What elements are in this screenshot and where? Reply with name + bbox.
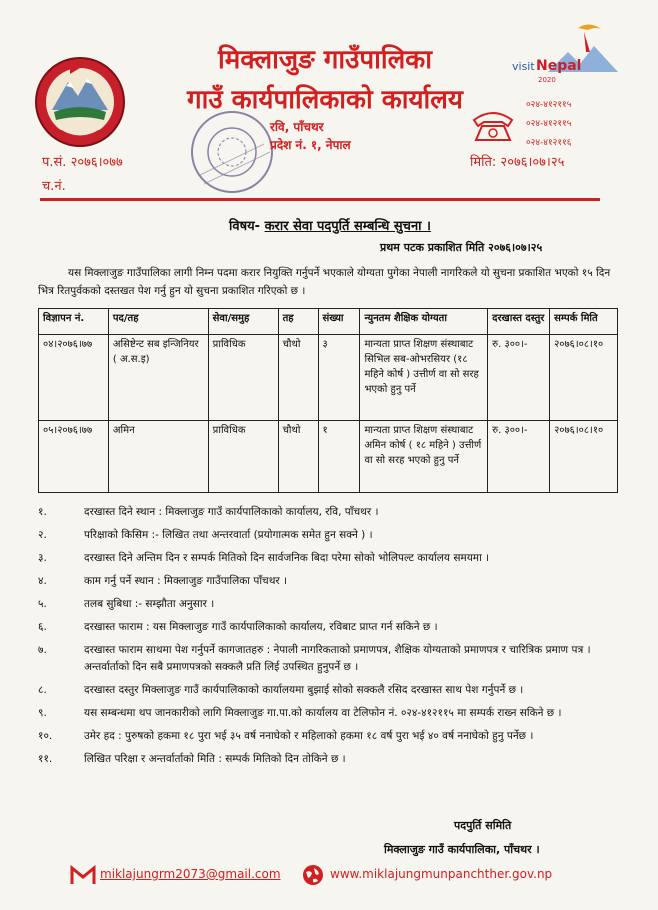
phone-number: ०२४-४१२११५ [526,100,572,110]
intro-paragraph: यस मिक्लाजुङ गाउँपालिका लागी निम्न पदमा करार नियुक्ति गर्नुपर्ने भएकाले योग्यता पुगेका नेपाली नागरिकले यो सुचना प्रकाशित भएको १५ दिन भित्र रितपुर्वकको दस्तखत पेश गर्नु हुन यो सुचना प्रकाशित गरिएको छ । [38,267,611,297]
email-link[interactable]: miklajungrm2073@gmail.com [100,867,281,881]
list-item [38,728,618,745]
address-line1: रवि, पाँचथर [270,120,324,134]
item-number: ११. [38,753,53,765]
table-cell: अमिन [108,421,208,493]
column-header: सेवा/समुह [208,309,278,335]
table-header-row [39,309,618,335]
globe-icon [302,864,324,886]
mail-icon [70,864,96,886]
item-text: परिक्षाको किसिम :- लिखित तथा अन्तरवार्ता (प्रयोगात्मक समेत हुन सक्ने ) । [84,529,373,541]
table-cell: मान्यता प्राप्त शिक्षण संस्थाबाट सिभिल सब-ओभरसियर (१८ महिने कोर्ष ) उत्तीर्ण वा सो सरह भएको हुनु पर्ने [360,335,488,421]
column-header: तह [278,309,318,335]
item-text: उमेर हद : पुरुषको हकमा १८ पुरा भई ३५ वर्ष ननाघेको र महिलाको हकमा १८ वर्ष पुरा भई ४० वर्ष ननाघेको हुनु पर्नेछ । [84,730,534,742]
notice-subject [150,216,510,234]
subject-prefix: विषय- [229,219,261,234]
column-header: दरखास्त दस्तुर [488,309,550,335]
item-text: तलब सुबिधा :- सम्झौता अनुसार । [84,598,215,610]
header-divider [40,198,600,201]
item-text: दरखास्त फाराम साथमा पेश गर्नुपर्ने कागजातहरु : नेपाली नागरिकताको प्रमाणपत्र, शैक्षिक योग्यताको प्रमाणपत्र र चारित्रिक प्रमाण पत्र । अन्तर्वार्ताको दिन सबै प्रमाणपत्रको सक्कलै प्रति लिई उपस्थित हुनुपर्ने छ । [84,644,591,673]
table-cell: मान्यता प्राप्त शिक्षण संस्थाबाट अमिन कोर्ष ( १८ महिने ) उत्तीर्ण वा सो सरह भएको हुनु पर्ने [360,421,488,493]
list-item [38,705,618,722]
chalani-number: च.नं. [42,179,66,194]
phone-numbers [526,96,571,153]
signature-committee: पदपुर्ति समिति [454,819,512,832]
phone-number: ०२४-४१२११५ [526,119,572,129]
office-title-line1: मिक्लाजुङ गाउँपालिका [218,45,432,75]
list-item [38,527,618,544]
item-text: दरखास्त दिने अन्तिम दिन र सम्पर्क मितिको दिन सार्वजनिक बिदा परेमा सोको भोलिपल्ट कार्यालय समयमा । [84,552,490,564]
item-text: यस सम्बन्धमा थप जानकारीको लागि मिक्लाजुङ गा.पा.को कार्यालय वा टेलिफोन नं. ०२४-४१२११५ मा सम्पर्क राख्न सकिने छ । [84,707,562,719]
telephone-icon [470,108,516,144]
visit-nepal-logo-icon [508,22,628,88]
list-item [38,550,618,567]
table-cell: प्राविधिक [208,335,278,421]
svg-text:Nepal: Nepal [536,58,582,74]
table-cell: चौथो [278,421,318,493]
table-row [39,421,618,493]
table-row [39,335,618,421]
table-cell: प्राविधिक [208,421,278,493]
item-number: ७. [38,644,47,656]
item-number: १. [38,506,47,518]
item-number: ८. [38,684,47,696]
patra-sankhya: प.सं. २०७६।०७७ [42,155,123,170]
letter-date: मिति: २०७६।०७।२५ [470,155,565,170]
table-cell: चौथो [278,335,318,421]
column-header: संख्या [318,309,360,335]
list-item [38,619,618,636]
item-text: दरखास्त फाराम : यस मिक्लाजुङ गाउँ कार्यपालिकाको कार्यालय, रविबाट प्राप्त गर्न सकिने छ । [84,621,438,633]
svg-text:visit: visit [512,60,535,73]
item-text: दरखास्त दस्तुर मिक्लाजुङ गाउँ कार्यपालिकाको कार्यालयमा बुझाई सोको सक्कलै रसिद दरखास्त साथ पेश गर्नुपर्ने छ । [84,684,524,696]
item-text: काम गर्नु पर्ने स्थान : मिक्लाजुङ गाउँपालिका पाँचथर । [84,575,288,587]
office-stamp-icon [184,104,280,200]
list-item [38,751,618,768]
conditions-list [38,504,618,774]
item-number: ९. [38,707,47,719]
column-header: सम्पर्क मिति [550,309,618,335]
table-cell: ३ [318,335,360,421]
table-cell: असिष्टेन्ट सब इन्जिनियर ( अ.स.इ) [108,335,208,421]
table-cell: १ [318,421,360,493]
published-date: प्रथम पटक प्रकाशित मिति २०७६।०७।२५ [380,241,543,254]
item-text: लिखित परिक्षा र अन्तर्वार्ताको मिति : सम्पर्क मितिको दिन तोकिने छ । [84,753,346,765]
column-header: न्युनतम शैक्षिक योग्यता [360,309,488,335]
table-cell: २०७६।०८।१० [550,421,618,493]
vacancy-table [38,308,618,493]
item-number: ३. [38,552,47,564]
table-cell: ०५।२०७६।७७ [39,421,109,493]
svg-text:2020: 2020 [538,76,556,84]
item-number: ५. [38,598,47,610]
website-link[interactable]: www.miklajungmunpanchther.gov.np [330,867,553,881]
item-number: १०. [38,730,53,742]
table-cell: रु. ३००।- [488,335,550,421]
signature-office: मिक्लाजुङ गाउँ कार्यपालिका, पाँचथर । [384,843,540,856]
nepal-emblem-icon [30,48,130,152]
table-cell: २०७६।०८।१० [550,335,618,421]
phone-number: ०२४-४१२११६ [526,138,572,148]
list-item [38,573,618,590]
item-number: ४. [38,575,47,587]
item-number: ६. [38,621,47,633]
list-item [38,682,618,699]
office-title-line2: गाउँ कार्यपालिकाको कार्यालय [187,85,463,115]
item-text: दरखास्त दिने स्थान : मिक्लाजुङ गाउँ कार्यपालिकाको कार्यालय, रवि, पाँचथर । [84,506,379,518]
list-item [38,596,618,613]
subject-text: करार सेवा पदपुर्ति सम्बन्धि सुचना । [264,219,431,234]
table-cell: रु. ३००।- [488,421,550,493]
column-header: पद/तह [108,309,208,335]
table-cell: ०४।२०७६।७७ [39,335,109,421]
list-item [38,504,618,521]
address-line2: प्रदेश नं. १, नेपाल [270,138,351,152]
column-header: विज्ञापन नं. [39,309,109,335]
item-number: २. [38,529,47,541]
list-item [38,642,618,676]
